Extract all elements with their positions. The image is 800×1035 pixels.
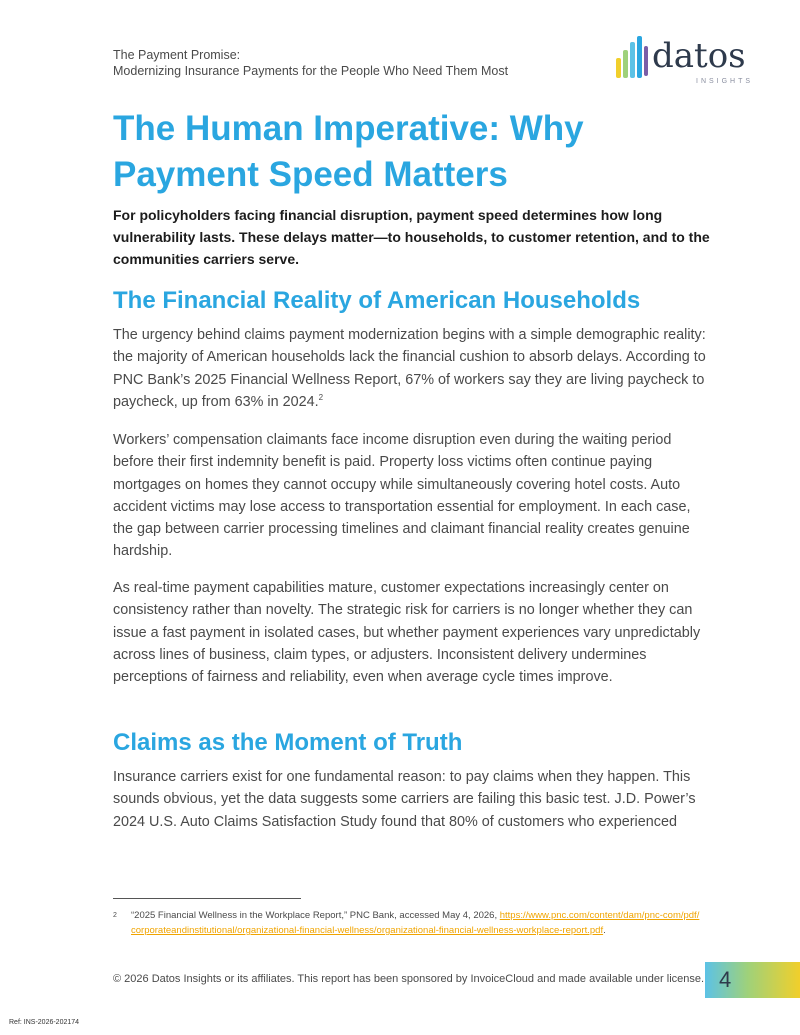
logo-subtitle: INSIGHTS <box>696 78 754 85</box>
logo-bars-icon <box>614 34 650 84</box>
logo-wordmark: datos <box>652 36 746 76</box>
footnote-link[interactable]: https://www.pnc.com/content/dam/pnc-com/pdf/corporateandinstitutional/organizational-financial-wellness/organizational-financial-wellness-workplace-report.pdf <box>131 910 700 936</box>
footnote-divider <box>113 898 301 899</box>
section1-paragraph-2: Workers’ compensation claimants face income disruption even during the waiting period before their first indemnity benefit is paid. Property loss victims often continue paying mortgages on homes they cannot occupy while simultaneously covering hotel costs. Auto accident victims may lose access to transportation essential for employment. In each case, the gap between carrier processing timelines and claimant financial reality creates genuine hardship. <box>113 432 691 560</box>
section-heading-financial-reality: The Financial Reality of American Households <box>113 287 641 314</box>
page-title: The Human Imperative: Why Payment Speed Matters <box>113 109 584 194</box>
section1-paragraph-3: As real-time payment capabilities mature, customer expectations increasingly center on consistency rather than novelty. The strategic risk for carriers is no longer whether they can issue a fast payment in isolated cases, but whether payment experiences vary unpredictably across lines of business, claim types, or adjusters. Inconsistent delivery undermines perceptions of fairness and reliability, even when average cycle times improve. <box>113 580 701 686</box>
footnote <box>113 908 703 938</box>
footnote-reference[interactable]: 2 <box>318 393 324 403</box>
footnote-end: . <box>603 925 606 936</box>
footnote-body <box>131 908 703 938</box>
running-header-line1: The Payment Promise: <box>113 48 241 62</box>
section2-paragraph-1: Insurance carriers exist for one fundamental reason: to pay claims when they happen. This sounds obvious, yet the data suggests some carriers are failing this basic test. J.D. Power’s 2024 U.S. Auto Claims Satisfaction Study found that 80% of customers who experienced <box>113 769 696 830</box>
page-number-badge <box>705 962 800 998</box>
section-heading-moment-of-truth: Claims as the Moment of Truth <box>113 729 463 756</box>
running-header-line2: Modernizing Insurance Payments for the People Who Need Them Most <box>113 64 509 78</box>
running-header <box>113 47 508 79</box>
datos-insights-logo <box>614 34 754 90</box>
page-number: 4 <box>719 967 732 992</box>
section1-paragraph-1 <box>113 324 713 413</box>
section1-paragraph-1-text: The urgency behind claims payment modernization begins with a simple demographic reality: the majority of American households lack the financial cushion to absorb delays. According to PNC Bank’s 2025 Financial Wellness Report, 67% of workers say they are living paycheck to paycheck, up from 63% in 2024. <box>113 327 706 410</box>
lead-paragraph: For policyholders facing financial disruption, payment speed determines how long vulnerability lasts. These delays matter—to households, to customer retention, and to the communities carriers serve. <box>113 207 710 267</box>
reference-code: Ref: INS-2026-202174 <box>9 1019 80 1026</box>
footnote-number: 2 <box>113 912 117 919</box>
copyright-notice: © 2026 Datos Insights or its affiliates. This report has been sponsored by InvoiceCloud and made available under license. <box>113 973 705 985</box>
footnote-text: “2025 Financial Wellness in the Workplace Report,” PNC Bank, accessed May 4, 2026, <box>131 910 500 921</box>
